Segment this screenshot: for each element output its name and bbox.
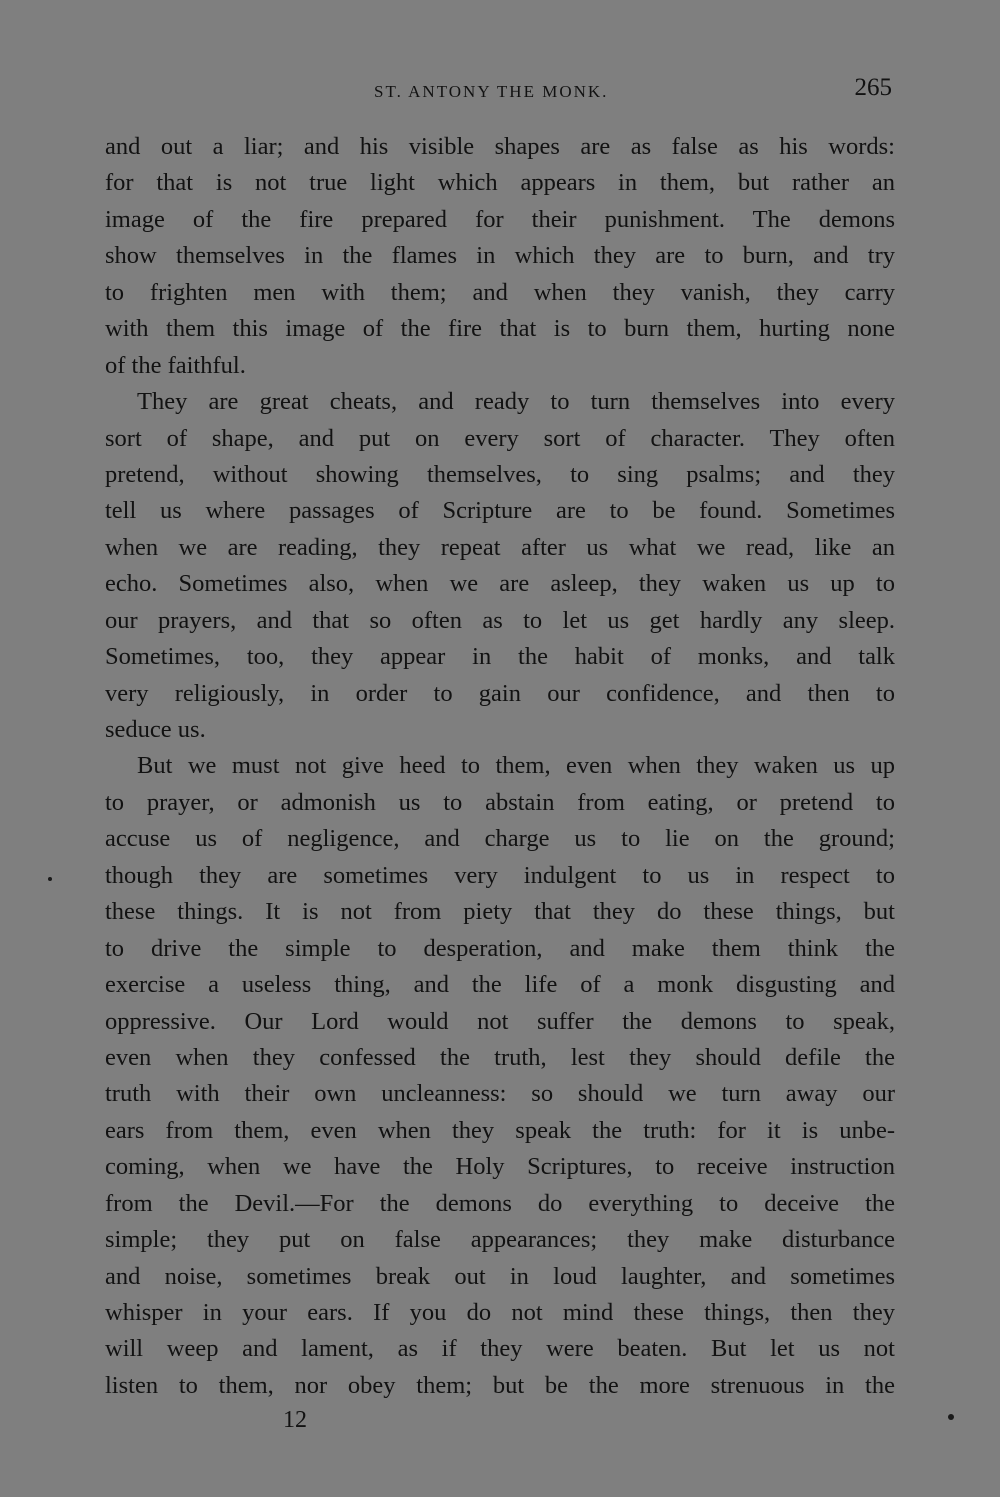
text-line: But we must not give heed to them, even when they waken us up: [137, 752, 895, 780]
text-line: truth with their own uncleanness: so should we turn away our: [105, 1080, 895, 1108]
print-speck: [48, 877, 52, 881]
text-line: seduce us.: [105, 716, 206, 743]
page-number: 265: [854, 74, 892, 101]
signature-mark: 12: [283, 1407, 307, 1433]
text-line: and noise, sometimes break out in loud laughter, and sometimes: [105, 1262, 895, 1290]
text-line: our prayers, and that so often as to let us get hardly any sleep.: [105, 606, 895, 634]
text-line: oppressive. Our Lord would not suffer the demons to speak,: [105, 1007, 895, 1035]
text-line: exercise a useless thing, and the life of a monk disgusting and: [105, 971, 895, 999]
text-line: echo. Sometimes also, when we are asleep, they waken us up to: [105, 570, 895, 598]
text-line: even when they confessed the truth, lest they should defile the: [105, 1043, 895, 1071]
text-line: pretend, without showing themselves, to sing psalms; and they: [105, 460, 895, 488]
print-speck: [948, 1414, 954, 1420]
text-line: though they are sometimes very indulgent to us in respect to: [105, 861, 895, 889]
text-line: tell us where passages of Scripture are to be found. Sometimes: [105, 497, 895, 525]
text-line: from the Devil.—For the demons do everything to deceive the: [105, 1189, 895, 1217]
text-line: whisper in your ears. If you do not mind these things, then they: [105, 1299, 895, 1326]
text-line: ears from them, even when they speak the truth: for it is unbe-: [105, 1116, 895, 1144]
running-head: ST. ANTONY THE MONK.: [374, 82, 609, 101]
text-line: sort of shape, and put on every sort of character. They often: [105, 424, 895, 452]
text-line: to drive the simple to desperation, and make them think the: [105, 934, 895, 962]
text-line: to frighten men with them; and when they vanish, they carry: [105, 278, 895, 306]
text-line: of the faithful.: [105, 351, 246, 379]
text-line: and out a liar; and his visible shapes are as false as his words:: [105, 133, 895, 160]
text-line: simple; they put on false appearances; they make disturbance: [105, 1226, 895, 1254]
text-line: coming, when we have the Holy Scriptures, to receive instruction: [105, 1153, 895, 1181]
text-line: for that is not true light which appears in them, but rather an: [105, 169, 895, 197]
text-line: accuse us of negligence, and charge us to lie on the ground;: [105, 825, 895, 853]
text-line: with them this image of the fire that is to burn them, hurting none: [105, 315, 895, 343]
body-text: [105, 129, 895, 1404]
text-line: very religiously, in order to gain our confidence, and then to: [105, 679, 895, 707]
text-line: image of the fire prepared for their punishment. The demons: [105, 205, 895, 233]
text-line: when we are reading, they repeat after us what we read, like an: [105, 533, 895, 561]
text-line: will weep and lament, as if they were beaten. But let us not: [105, 1335, 895, 1363]
page-header: [104, 74, 894, 114]
text-line: show themselves in the flames in which they are to burn, and try: [105, 242, 895, 270]
text-line: They are great cheats, and ready to turn themselves into every: [137, 388, 895, 416]
text-line: listen to them, nor obey them; but be the more strenuous in the: [105, 1371, 895, 1399]
text-line: to prayer, or admonish us to abstain from eating, or pretend to: [105, 788, 895, 816]
text-line: Sometimes, too, they appear in the habit of monks, and talk: [105, 643, 895, 671]
text-line: these things. It is not from piety that they do these things, but: [105, 898, 895, 926]
